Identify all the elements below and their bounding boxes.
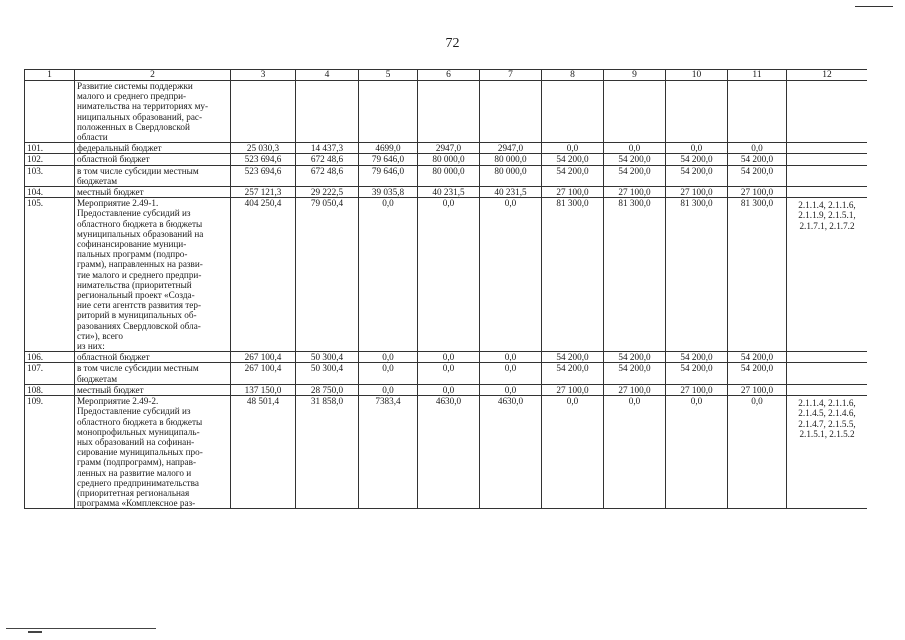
- row-name-line: ленных на развитие малого и: [77, 467, 192, 478]
- header-cell: 12: [787, 70, 868, 81]
- row-number: 107.: [25, 363, 75, 384]
- row-name-line: муниципальных образований на: [77, 228, 204, 239]
- goal-code-line: 2.1.4.5, 2.1.4.6,: [798, 408, 856, 419]
- row-name-line: (приоритетная региональная: [77, 487, 190, 498]
- value-cell: 54 200,0: [728, 363, 787, 384]
- header-cell: 2: [75, 70, 231, 81]
- value-cell: 27 100,0: [666, 384, 728, 395]
- value-cell: 79 050,4: [296, 198, 359, 352]
- page-number: 72: [445, 36, 460, 51]
- value-cell: 267 100,4: [231, 363, 296, 384]
- value-cell: 54 200,0: [604, 165, 666, 186]
- row-number: 105.: [25, 198, 75, 352]
- table-row: [25, 384, 868, 395]
- value-cell: 27 100,0: [542, 187, 604, 198]
- goal-code-line: 2.1.5.1, 2.1.5.2: [799, 428, 855, 439]
- value-cell: 81 300,0: [542, 198, 604, 352]
- table-body: [25, 70, 868, 509]
- goal-codes: [789, 396, 865, 439]
- row-name-line: малого и среднего предпри-: [77, 91, 187, 102]
- value-cell: 0,0: [418, 363, 480, 384]
- row-name-line: местный бюджет: [77, 187, 144, 198]
- table-row: [25, 363, 868, 384]
- row-name-line: в том числе субсидии местным: [77, 165, 199, 176]
- value-cell: 54 200,0: [666, 363, 728, 384]
- value-cell: 0,0: [359, 363, 418, 384]
- value-cell: 523 694,6: [231, 154, 296, 165]
- table-row: [25, 143, 868, 154]
- row-number: 109.: [25, 396, 75, 509]
- row-name-line: области: [77, 132, 108, 143]
- value-cell: 79 646,0: [359, 165, 418, 186]
- value-cell: 137 150,0: [231, 384, 296, 395]
- value-cell: 80 000,0: [480, 165, 542, 186]
- value-cell: 48 501,4: [231, 396, 296, 509]
- row-name-line: нимательства (приоритетный: [77, 279, 192, 290]
- value-cell: 0,0: [728, 143, 787, 154]
- value-cell: [542, 81, 604, 143]
- row-name: [75, 396, 231, 509]
- goal-codes-cell: [787, 352, 868, 363]
- row-name-line: Предоставление субсидий из: [77, 406, 191, 417]
- row-name-line: сирование муниципальных про-: [77, 447, 203, 458]
- row-number: 106.: [25, 352, 75, 363]
- value-cell: 523 694,6: [231, 165, 296, 186]
- goal-codes: [789, 352, 865, 354]
- value-cell: 27 100,0: [728, 187, 787, 198]
- header-cell: 11: [728, 70, 787, 81]
- value-cell: 14 437,3: [296, 143, 359, 154]
- goal-codes-cell: [787, 384, 868, 395]
- value-cell: 39 035,8: [359, 187, 418, 198]
- table-row: [25, 165, 868, 186]
- row-name-line: грамм (подпрограмм), направ-: [77, 457, 197, 468]
- goal-codes: [789, 385, 865, 387]
- value-cell: 0,0: [418, 198, 480, 352]
- row-name-line: программа «Комплексное раз-: [77, 498, 196, 509]
- header-cell: 4: [296, 70, 359, 81]
- value-cell: 29 222,5: [296, 187, 359, 198]
- row-number: 104.: [25, 187, 75, 198]
- row-name-line: бюджетам: [77, 373, 118, 384]
- value-cell: 80 000,0: [418, 165, 480, 186]
- table-row: [25, 154, 868, 165]
- value-cell: 81 300,0: [604, 198, 666, 352]
- row-name: [75, 363, 231, 384]
- value-cell: 81 300,0: [728, 198, 787, 352]
- row-name: [75, 81, 231, 143]
- value-cell: 54 200,0: [542, 352, 604, 363]
- row-name-line: тие малого и среднего предпри-: [77, 269, 202, 280]
- row-name-line: в том числе субсидии местным: [77, 363, 199, 374]
- goal-code-line: 2.1.1.4, 2.1.1.6,: [798, 398, 856, 409]
- header-cell: 6: [418, 70, 480, 81]
- row-name-line: местный бюджет: [77, 384, 144, 395]
- value-cell: 27 100,0: [542, 384, 604, 395]
- value-cell: 27 100,0: [728, 384, 787, 395]
- row-number: 108.: [25, 384, 75, 395]
- table-row: [25, 198, 868, 352]
- value-cell: 54 200,0: [604, 363, 666, 384]
- row-name-line: разованиях Свердловской обла-: [77, 320, 201, 331]
- value-cell: 672 48,6: [296, 165, 359, 186]
- value-cell: 7383,4: [359, 396, 418, 509]
- value-cell: 0,0: [480, 384, 542, 395]
- value-cell: 0,0: [604, 396, 666, 509]
- value-cell: 257 121,3: [231, 187, 296, 198]
- goal-codes: [789, 166, 865, 168]
- value-cell: 54 200,0: [542, 154, 604, 165]
- row-name: [75, 384, 231, 395]
- row-name-line: риторий в муниципальных об-: [77, 310, 197, 321]
- goal-codes-cell: [787, 396, 868, 509]
- value-cell: 0,0: [542, 143, 604, 154]
- row-name-line: областной бюджет: [77, 352, 150, 363]
- bottom-mark: [28, 631, 42, 633]
- row-name-line: ниципальных образований, рас-: [77, 111, 203, 122]
- row-name-line: областного бюджета в бюджеты: [77, 416, 203, 427]
- value-cell: 0,0: [480, 198, 542, 352]
- value-cell: 0,0: [480, 363, 542, 384]
- value-cell: 0,0: [418, 384, 480, 395]
- value-cell: 27 100,0: [604, 384, 666, 395]
- header-cell: 5: [359, 70, 418, 81]
- header-cell: 1: [25, 70, 75, 81]
- value-cell: 54 200,0: [728, 154, 787, 165]
- value-cell: 4630,0: [418, 396, 480, 509]
- value-cell: 54 200,0: [728, 165, 787, 186]
- value-cell: 0,0: [359, 198, 418, 352]
- value-cell: 267 100,4: [231, 352, 296, 363]
- header-row: [25, 70, 868, 81]
- value-cell: [480, 81, 542, 143]
- value-cell: 2947,0: [418, 143, 480, 154]
- row-name-line: областного бюджета в бюджеты: [77, 218, 203, 229]
- row-number: 101.: [25, 143, 75, 154]
- goal-code-line: 2.1.1.4, 2.1.1.6,: [798, 200, 856, 211]
- table-row: [25, 352, 868, 363]
- row-name-line: Мероприятие 2.49-1.: [77, 198, 159, 209]
- row-name-line: сти»), всего: [77, 330, 123, 341]
- value-cell: 0,0: [542, 396, 604, 509]
- row-name-line: пальных программ (подпро-: [77, 249, 188, 260]
- value-cell: 2947,0: [480, 143, 542, 154]
- value-cell: 54 200,0: [604, 352, 666, 363]
- row-number: 103.: [25, 165, 75, 186]
- row-name: [75, 187, 231, 198]
- value-cell: 54 200,0: [604, 154, 666, 165]
- goal-codes: [789, 81, 865, 83]
- value-cell: 50 300,4: [296, 352, 359, 363]
- value-cell: 28 750,0: [296, 384, 359, 395]
- row-name: [75, 352, 231, 363]
- goal-codes: [789, 143, 865, 145]
- value-cell: 0,0: [604, 143, 666, 154]
- value-cell: 81 300,0: [666, 198, 728, 352]
- value-cell: [359, 81, 418, 143]
- row-name-line: ных образований на софинан-: [77, 436, 195, 447]
- goal-codes: [789, 198, 865, 231]
- value-cell: 27 100,0: [666, 187, 728, 198]
- budget-table: [24, 69, 867, 509]
- value-cell: 0,0: [728, 396, 787, 509]
- row-name: [75, 198, 231, 352]
- row-name-line: грамм), направленных на разви-: [77, 259, 203, 270]
- row-name-line: региональный проект «Созда-: [77, 290, 195, 301]
- value-cell: 0,0: [666, 396, 728, 509]
- header-cell: 3: [231, 70, 296, 81]
- value-cell: 40 231,5: [480, 187, 542, 198]
- value-cell: 79 646,0: [359, 154, 418, 165]
- row-name-line: областной бюджет: [77, 154, 150, 165]
- value-cell: 54 200,0: [666, 352, 728, 363]
- goal-codes-cell: [787, 165, 868, 186]
- value-cell: 0,0: [359, 384, 418, 395]
- header-cell: 7: [480, 70, 542, 81]
- value-cell: 672 48,6: [296, 154, 359, 165]
- value-cell: 31 858,0: [296, 396, 359, 509]
- value-cell: 0,0: [666, 143, 728, 154]
- value-cell: 80 000,0: [480, 154, 542, 165]
- value-cell: [604, 81, 666, 143]
- row-name-line: Предоставление субсидий из: [77, 208, 191, 219]
- goal-codes: [789, 154, 865, 156]
- row-name-line: федеральный бюджет: [77, 143, 162, 154]
- value-cell: 27 100,0: [604, 187, 666, 198]
- row-name-line: бюджетам: [77, 175, 118, 186]
- goal-code-line: 2.1.1.9, 2.1.5.1,: [798, 210, 856, 221]
- goal-codes: [789, 187, 865, 189]
- row-number: 102.: [25, 154, 75, 165]
- header-cell: 9: [604, 70, 666, 81]
- table-row: [25, 81, 868, 143]
- value-cell: 54 200,0: [542, 165, 604, 186]
- header-cell: 8: [542, 70, 604, 81]
- value-cell: 54 200,0: [666, 154, 728, 165]
- row-name: [75, 165, 231, 186]
- value-cell: [296, 81, 359, 143]
- row-name-line: Развитие системы поддержки: [77, 81, 193, 91]
- goal-code-line: 2.1.7.1, 2.1.7.2: [799, 220, 855, 231]
- header-cell: 10: [666, 70, 728, 81]
- row-number: [25, 81, 75, 143]
- goal-codes-cell: [787, 363, 868, 384]
- row-name: [75, 143, 231, 154]
- table-row: [25, 396, 868, 509]
- value-cell: 4699,0: [359, 143, 418, 154]
- bottom-rule: [6, 628, 156, 629]
- goal-codes-cell: [787, 198, 868, 352]
- row-name-line: Мероприятие 2.49-2.: [77, 396, 159, 407]
- row-name-line: ние сети агентств развития тер-: [77, 300, 202, 311]
- row-name-line: монопрофильных муниципаль-: [77, 426, 200, 437]
- budget-table-frame: [24, 69, 867, 594]
- row-name-line: положенных в Свердловской: [77, 121, 190, 132]
- goal-codes-cell: [787, 154, 868, 165]
- value-cell: 25 030,3: [231, 143, 296, 154]
- value-cell: 54 200,0: [666, 165, 728, 186]
- value-cell: 40 231,5: [418, 187, 480, 198]
- row-name: [75, 154, 231, 165]
- value-cell: [418, 81, 480, 143]
- value-cell: 54 200,0: [542, 363, 604, 384]
- value-cell: [231, 81, 296, 143]
- value-cell: [728, 81, 787, 143]
- row-name-line: софинансирование муници-: [77, 239, 187, 250]
- goal-codes-cell: [787, 143, 868, 154]
- row-name-line: из них:: [77, 341, 105, 352]
- value-cell: 0,0: [480, 352, 542, 363]
- table-row: [25, 187, 868, 198]
- row-name-line: нимательства на территориях му-: [77, 101, 209, 112]
- value-cell: [666, 81, 728, 143]
- value-cell: 404 250,4: [231, 198, 296, 352]
- value-cell: 54 200,0: [728, 352, 787, 363]
- goal-codes-cell: [787, 187, 868, 198]
- goal-codes: [789, 363, 865, 365]
- value-cell: 0,0: [418, 352, 480, 363]
- value-cell: 50 300,4: [296, 363, 359, 384]
- goal-codes-cell: [787, 81, 868, 143]
- value-cell: 0,0: [359, 352, 418, 363]
- goal-code-line: 2.1.4.7, 2.1.5.5,: [798, 418, 856, 429]
- top-rule: [855, 6, 893, 7]
- value-cell: 4630,0: [480, 396, 542, 509]
- row-name-line: среднего предпринимательства: [77, 477, 199, 488]
- value-cell: 80 000,0: [418, 154, 480, 165]
